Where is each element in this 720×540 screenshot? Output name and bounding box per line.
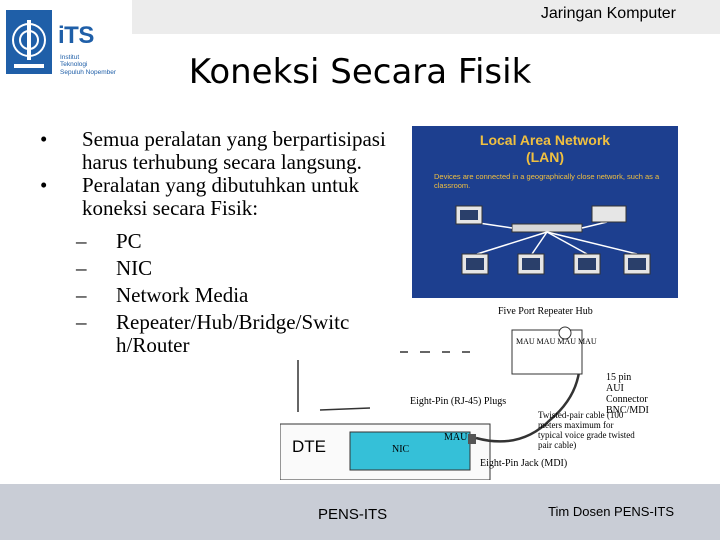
mau-port-labels xyxy=(516,336,597,347)
sub-item: – PC xyxy=(76,229,142,253)
computer-icon xyxy=(574,254,600,274)
bullet-dot: • xyxy=(40,127,48,151)
jack-label: Eight-Pin Jack (MDI) xyxy=(480,458,568,469)
sub-item: – NIC xyxy=(76,256,153,280)
bullet-text: Peralatan yang dibutuhkan untuk koneksi secara Fisik: xyxy=(82,173,360,220)
bullet-item xyxy=(34,128,414,174)
lan-title-line: (LAN) xyxy=(525,149,565,165)
footer-center-text: PENS-ITS xyxy=(318,506,388,523)
mau-port-label: MAU xyxy=(557,337,577,346)
footer-bar xyxy=(0,484,720,540)
nic-label: NIC xyxy=(392,444,410,455)
computer-icon xyxy=(456,206,482,224)
sub-item: – Network Media xyxy=(76,283,249,307)
course-title: Jaringan Komputer xyxy=(540,5,676,22)
computer-icon xyxy=(518,254,544,274)
bullet-dot: • xyxy=(40,173,48,197)
cable-label: Twisted-pair cable (100 meters maximum for typical voice grade twisted pair cable) xyxy=(538,410,635,450)
computer-icon xyxy=(624,254,650,274)
sub-item-text: NIC xyxy=(116,256,153,280)
bullet-text: Semua peralatan yang berpartisipasi harus terhubung secara langsung. xyxy=(82,127,386,174)
printer-icon xyxy=(592,206,626,222)
logo-line: Sepuluh Nopember xyxy=(60,68,117,76)
logo-line: Institut xyxy=(60,54,80,61)
ethernet-diagram-graphic xyxy=(280,300,649,480)
mau-port-label: MAU xyxy=(578,337,597,346)
sub-item-text: Network Media xyxy=(116,283,249,307)
mau-label: MAU xyxy=(444,432,468,443)
dte-label: DTE xyxy=(292,437,326,456)
computer-icon xyxy=(462,254,488,274)
ethernet-diagram xyxy=(280,300,649,480)
slide-title: Koneksi Secara Fisik xyxy=(188,52,532,92)
logo-wordmark: iTS xyxy=(58,22,94,49)
sub-item: – Repeater/Hub/Bridge/Switch/Router xyxy=(76,310,350,357)
logo-line: Teknologi xyxy=(60,61,88,69)
footer-right-text: Tim Dosen PENS-ITS xyxy=(548,504,674,519)
bullet-item xyxy=(34,174,414,220)
lan-title-line: Local Area Network xyxy=(479,132,611,148)
sub-item-text: PC xyxy=(116,229,142,253)
lan-description: Devices are connected in a geographically close network, such as a classroom. xyxy=(434,172,660,190)
lan-network-graphic xyxy=(412,126,678,298)
hub-label: Five Port Repeater Hub xyxy=(498,306,593,317)
connector-label: 15 pin AUI Connector BNC/MDI xyxy=(606,372,649,416)
sub-item-text: Repeater/Hub/Bridge/Switch/Router xyxy=(116,310,350,357)
plug-label: Eight-Pin (RJ-45) Plugs xyxy=(410,396,507,407)
header-band xyxy=(132,0,720,34)
lan-illustration xyxy=(412,126,678,298)
mau-port-label: MAU xyxy=(516,337,535,346)
mau-port-label: MAU xyxy=(536,337,556,346)
